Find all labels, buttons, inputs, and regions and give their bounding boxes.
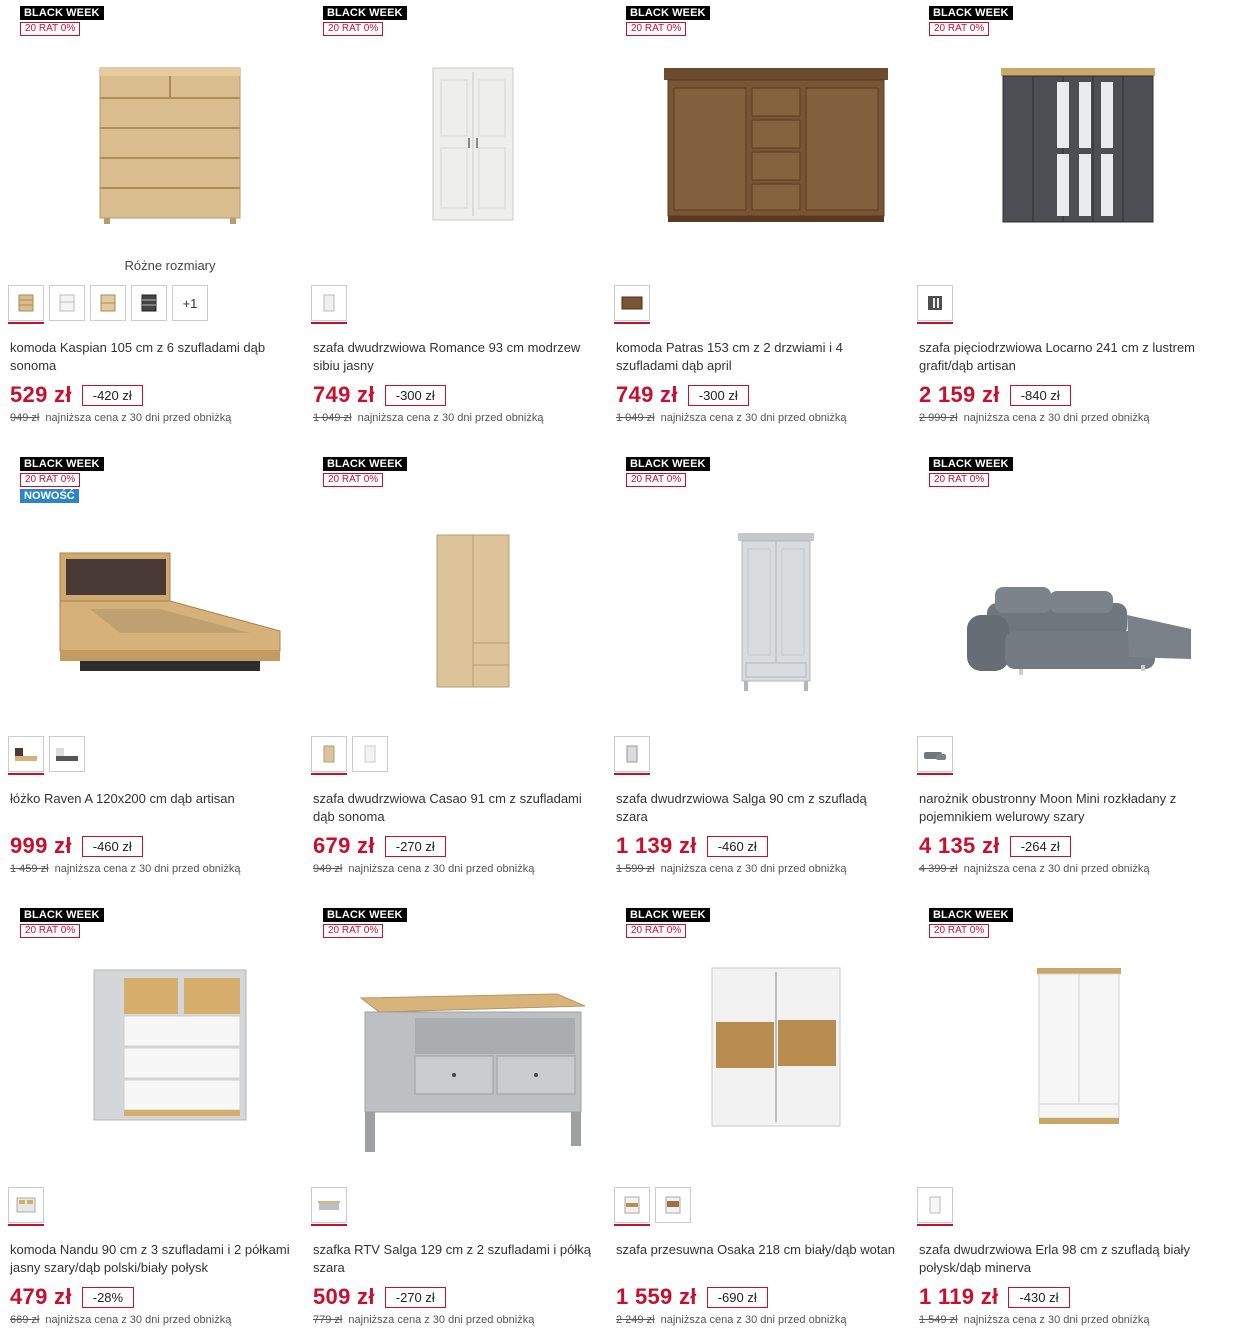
- sliding-wardrobe-icon: [606, 942, 906, 1152]
- discount-badge: -460 zł: [707, 836, 768, 857]
- current-price: 1 559 zł: [616, 1284, 697, 1309]
- black-week-badge: BLACK WEEK: [626, 6, 710, 20]
- black-week-badge: BLACK WEEK: [20, 457, 104, 471]
- price-row: [919, 1284, 1070, 1310]
- discount-badge: -840 zł: [1010, 385, 1071, 406]
- discount-badge: -300 zł: [688, 385, 749, 406]
- product-title[interactable]: szafka RTV Salga 129 cm z 2 szufladami i półką szara: [313, 1242, 591, 1275]
- discount-badge: -300 zł: [385, 385, 446, 406]
- installments-badge: 20 RAT 0%: [929, 473, 989, 487]
- lowest-price-label: najniższa cena z 30 dni przed obniżką: [660, 863, 847, 875]
- installments-badge: 20 RAT 0%: [20, 22, 80, 36]
- black-week-badge: BLACK WEEK: [929, 908, 1013, 922]
- product-title[interactable]: komoda Kaspian 105 cm z 6 szufladami dąb sonoma: [10, 340, 266, 373]
- swatch-grey[interactable]: [917, 285, 953, 321]
- product-image[interactable]: [606, 942, 906, 1152]
- color-swatches: [311, 285, 347, 321]
- product-card[interactable]: [909, 0, 1209, 450]
- current-price: 509 zł: [313, 1284, 375, 1309]
- product-title[interactable]: komoda Patras 153 cm z 2 drzwiami i 4 szufladami dąb april: [616, 340, 843, 373]
- current-price: 1 139 zł: [616, 833, 697, 858]
- price-row: [10, 1284, 134, 1310]
- installments-badge: 20 RAT 0%: [20, 924, 80, 938]
- old-price: 949 zł: [10, 412, 40, 424]
- old-price: 1 459 zł: [10, 863, 49, 875]
- lowest-price-label: najniższa cena z 30 dni przed obniżką: [45, 1314, 232, 1326]
- price-row: [10, 382, 143, 408]
- tv-cabinet-icon: [303, 942, 603, 1152]
- black-week-badge: BLACK WEEK: [626, 457, 710, 471]
- product-image[interactable]: [0, 942, 300, 1152]
- swatch-white[interactable]: [8, 1187, 44, 1223]
- lowest-price-label: najniższa cena z 30 dni przed obniżką: [963, 1314, 1150, 1326]
- product-image[interactable]: [303, 491, 603, 701]
- lowest-price-label: najniższa cena z 30 dni przed obniżką: [660, 412, 847, 424]
- old-price: 779 zł: [313, 1314, 343, 1326]
- product-card[interactable]: [606, 902, 906, 1328]
- badges: [929, 457, 1013, 487]
- swatch-white[interactable]: [352, 736, 388, 772]
- current-price: 529 zł: [10, 382, 72, 407]
- lowest-price-note: [616, 863, 847, 875]
- lowest-price-label: najniższa cena z 30 dni przed obniżką: [45, 412, 232, 424]
- product-title[interactable]: szafa pięciodrzwiowa Locarno 241 cm z lustrem grafit/dąb artisan: [919, 340, 1196, 373]
- discount-badge: -270 zł: [385, 836, 446, 857]
- product-title[interactable]: szafa dwudrzwiowa Erla 98 cm z szufladą biały połysk/dąb minerva: [919, 1242, 1190, 1275]
- swatch-brown[interactable]: [614, 285, 650, 321]
- installments-badge: 20 RAT 0%: [626, 924, 686, 938]
- swatch-wood[interactable]: [311, 736, 347, 772]
- product-image[interactable]: [606, 40, 906, 250]
- wardrobe-icon: [303, 40, 603, 250]
- badges: [323, 908, 407, 938]
- swatch-grey[interactable]: [614, 736, 650, 772]
- lowest-price-note: [10, 412, 231, 424]
- badges: [929, 6, 1013, 36]
- price-row: [616, 833, 768, 859]
- black-week-badge: BLACK WEEK: [20, 908, 104, 922]
- variant-note: Różne rozmiary: [124, 258, 216, 273]
- wardrobe-icon: [303, 491, 603, 701]
- wardrobe-icon: [606, 491, 906, 701]
- color-swatches: [614, 736, 650, 772]
- swatch-bed-dark[interactable]: [49, 736, 85, 772]
- corner-sofa-icon: [909, 491, 1209, 701]
- price-row: [10, 833, 143, 859]
- old-price: 1 549 zł: [919, 1314, 958, 1326]
- lowest-price-label: najniższa cena z 30 dni przed obniżką: [54, 863, 241, 875]
- lowest-price-note: [313, 1314, 534, 1326]
- black-week-badge: BLACK WEEK: [20, 6, 104, 20]
- lowest-price-note: [10, 1314, 231, 1326]
- product-image[interactable]: [909, 491, 1209, 701]
- lowest-price-note: [616, 412, 847, 424]
- black-week-badge: BLACK WEEK: [929, 457, 1013, 471]
- color-swatches: [917, 285, 953, 321]
- new-badge: NOWOŚĆ: [20, 489, 79, 503]
- product-title[interactable]: szafa przesuwna Osaka 218 cm biały/dąb wotan: [616, 1242, 895, 1257]
- product-title[interactable]: szafa dwudrzwiowa Casao 91 cm z szufladami dąb sonoma: [313, 791, 582, 824]
- installments-badge: 20 RAT 0%: [20, 473, 80, 487]
- black-week-badge: BLACK WEEK: [323, 457, 407, 471]
- installments-badge: 20 RAT 0%: [929, 22, 989, 36]
- product-title[interactable]: łóżko Raven A 120x200 cm dąb artisan: [10, 791, 235, 806]
- badges: [626, 6, 710, 36]
- black-week-badge: BLACK WEEK: [323, 908, 407, 922]
- current-price: 2 159 zł: [919, 382, 1000, 407]
- product-card[interactable]: [909, 451, 1209, 901]
- product-card[interactable]: [0, 451, 300, 901]
- old-price: 1 599 zł: [616, 863, 655, 875]
- mirror-wardrobe-icon: [909, 40, 1209, 250]
- color-swatches: [917, 1187, 953, 1223]
- price-row: [919, 382, 1071, 408]
- badges: [20, 6, 104, 36]
- price-row: [313, 833, 446, 859]
- product-card[interactable]: [0, 902, 300, 1328]
- swatch-wood[interactable]: [90, 285, 126, 321]
- installments-badge: 20 RAT 0%: [323, 22, 383, 36]
- current-price: 4 135 zł: [919, 833, 1000, 858]
- swatch-dark[interactable]: [131, 285, 167, 321]
- old-price: 2 999 zł: [919, 412, 958, 424]
- old-price: 4 399 zł: [919, 863, 958, 875]
- old-price: 1 049 zł: [313, 412, 352, 424]
- product-image[interactable]: [909, 942, 1209, 1152]
- black-week-badge: BLACK WEEK: [626, 908, 710, 922]
- swatch-wood[interactable]: [655, 1187, 691, 1223]
- color-swatches: [8, 736, 85, 772]
- discount-badge: -690 zł: [707, 1287, 768, 1308]
- old-price: 949 zł: [313, 863, 343, 875]
- price-row: [313, 1284, 446, 1310]
- lowest-price-note: [313, 863, 534, 875]
- product-image[interactable]: [606, 491, 906, 701]
- product-title[interactable]: szafa dwudrzwiowa Romance 93 cm modrzew sibiu jasny: [313, 340, 581, 373]
- lowest-price-note: [919, 412, 1150, 424]
- color-swatches: [311, 736, 388, 772]
- color-swatches: [311, 1187, 347, 1223]
- more-swatches-button[interactable]: +1: [172, 285, 208, 321]
- installments-badge: 20 RAT 0%: [323, 473, 383, 487]
- product-card[interactable]: [606, 0, 906, 450]
- black-week-badge: BLACK WEEK: [323, 6, 407, 20]
- current-price: 749 zł: [313, 382, 375, 407]
- color-swatches: [917, 736, 953, 772]
- lowest-price-note: [616, 1314, 847, 1326]
- lowest-price-label: najniższa cena z 30 dni przed obniżką: [963, 863, 1150, 875]
- current-price: 479 zł: [10, 1284, 72, 1309]
- product-title[interactable]: szafa dwudrzwiowa Salga 90 cm z szufladą szara: [616, 791, 867, 824]
- product-image[interactable]: [0, 40, 300, 250]
- black-week-badge: BLACK WEEK: [929, 6, 1013, 20]
- bed-icon: [0, 491, 300, 701]
- discount-badge: -270 zł: [385, 1287, 446, 1308]
- old-price: 1 049 zł: [616, 412, 655, 424]
- price-row: [616, 382, 749, 408]
- price-row: [919, 833, 1071, 859]
- discount-badge: -28%: [82, 1287, 134, 1308]
- swatch-white[interactable]: [49, 285, 85, 321]
- product-card[interactable]: [303, 902, 603, 1328]
- discount-badge: -430 zł: [1008, 1287, 1069, 1308]
- product-image[interactable]: [909, 40, 1209, 250]
- current-price: 679 zł: [313, 833, 375, 858]
- current-price: 1 119 zł: [919, 1284, 999, 1309]
- color-swatches: [8, 285, 208, 321]
- swatch-bed-wood[interactable]: [8, 736, 44, 772]
- lowest-price-note: [313, 412, 544, 424]
- color-swatches: [8, 1187, 44, 1223]
- badges: [20, 908, 104, 938]
- chest-of-drawers-icon: [0, 40, 300, 250]
- product-title[interactable]: komoda Nandu 90 cm z 3 szufladami i 2 półkami jasny szary/dąb polski/biały połysk: [10, 1242, 290, 1275]
- badges: [323, 457, 407, 487]
- lowest-price-label: najniższa cena z 30 dni przed obniżką: [357, 412, 544, 424]
- swatch-white[interactable]: [311, 285, 347, 321]
- swatch-white[interactable]: [614, 1187, 650, 1223]
- product-image[interactable]: [303, 40, 603, 250]
- color-swatches: [614, 285, 650, 321]
- chest-of-drawers-icon: [0, 942, 300, 1152]
- old-price: 669 zł: [10, 1314, 40, 1326]
- installments-badge: 20 RAT 0%: [323, 924, 383, 938]
- swatch-grey[interactable]: [311, 1187, 347, 1223]
- badges: [626, 457, 710, 487]
- lowest-price-label: najniższa cena z 30 dni przed obniżką: [348, 863, 535, 875]
- product-card[interactable]: [0, 0, 300, 450]
- lowest-price-label: najniższa cena z 30 dni przed obniżką: [963, 412, 1150, 424]
- installments-badge: 20 RAT 0%: [626, 22, 686, 36]
- product-card[interactable]: [303, 451, 603, 901]
- badges: [929, 908, 1013, 938]
- price-row: [313, 382, 446, 408]
- product-card[interactable]: [303, 0, 603, 450]
- product-image[interactable]: [0, 491, 300, 701]
- product-image[interactable]: [303, 942, 603, 1152]
- price-row: [616, 1284, 768, 1310]
- sideboard-icon: [606, 40, 906, 250]
- lowest-price-note: [919, 863, 1150, 875]
- old-price: 2 249 zł: [616, 1314, 655, 1326]
- discount-badge: -264 zł: [1010, 836, 1071, 857]
- installments-badge: 20 RAT 0%: [626, 473, 686, 487]
- product-title[interactable]: narożnik obustronny Moon Mini rozkładany z pojemnikiem welurowy szary: [919, 791, 1177, 824]
- swatch-white[interactable]: [917, 1187, 953, 1223]
- product-card[interactable]: [909, 902, 1209, 1328]
- badges: [626, 908, 710, 938]
- current-price: 999 zł: [10, 833, 72, 858]
- lowest-price-label: najniższa cena z 30 dni przed obniżką: [348, 1314, 535, 1326]
- discount-badge: -460 zł: [82, 836, 143, 857]
- color-swatches: [614, 1187, 691, 1223]
- lowest-price-note: [10, 863, 241, 875]
- installments-badge: 20 RAT 0%: [929, 924, 989, 938]
- swatch-sofa[interactable]: [917, 736, 953, 772]
- badges: [323, 6, 407, 36]
- lowest-price-label: najniższa cena z 30 dni przed obniżką: [660, 1314, 847, 1326]
- current-price: 749 zł: [616, 382, 678, 407]
- discount-badge: -420 zł: [82, 385, 143, 406]
- lowest-price-note: [919, 1314, 1150, 1326]
- wardrobe-icon: [909, 942, 1209, 1152]
- product-card[interactable]: [606, 451, 906, 901]
- swatch-wood[interactable]: [8, 285, 44, 321]
